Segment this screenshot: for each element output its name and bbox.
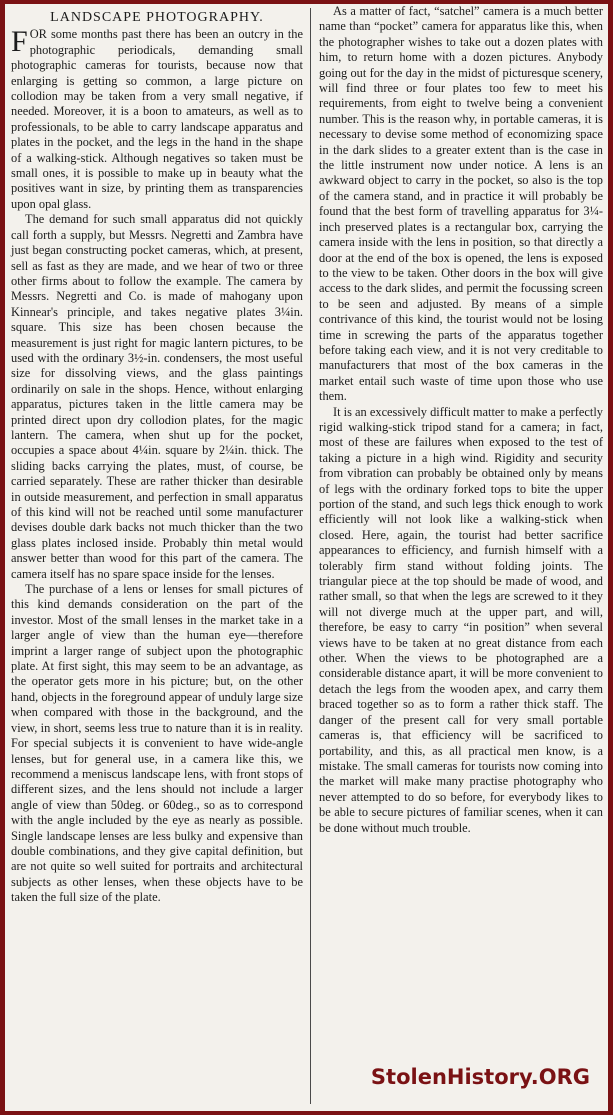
paragraph-satchel: As a matter of fact, “satchel” camera is a much better name than “pocket” camera for apparatus like this, when the photographer wishes to take out a dozen plates with him, to return home with a dozen pictures. Anybody going out for the day in the midst of picturesque scenery, will find three or four plates too few to meet his requirements, from eight to twelve being a convenient number. This is the reason why, in portable cameras, it is necessary to devise some method of economizing space in the dark slides to a greater extent than is the case in the little instrument now under notice. A lens is an awkward object to carry in the pocket, so also is the top of the camera stand, and in practice it will probably be found that the best form of travelling apparatus for 3¼-inch preserved plates is a rectangular box, carrying the camera inside with the lens in position, so that directly a door at the end of the box is opened, the lens is exposed to the view to be taken. Other doors in the box will give access to the dark slides, and permit the focussing screen to be seen and adjusted. By means of a simple contrivance of this kind, the tourist would not be losing time in screwing the parts of the apparatus together before taking each view, and it is not very creditable to manufacturers that most of the box cameras in the market entail such waste of time upon those who use them. bbox=[319, 4, 603, 404]
column-divider bbox=[310, 8, 311, 1104]
left-column bbox=[11, 4, 303, 1111]
paragraph-lenses: The purchase of a lens or lenses for small pictures of this kind demands consideration on the part of the investor. Most of the small lenses in the market take in a larger angle of view than the human eye—therefore imprint a larger range of subject upon the photographic plate. At first sight, this may seem to be an advantage, as the operator gets more in his picture; but, on the other hand, objects in the foreground appear of unduly large size when compared with those in the background, and the view, in short, seems less true to nature than it is in reality. For special subjects it is convenient to have wide-angle lenses, but for general use, in a camera like this, we recommend a meniscus landscape lens, with front stops of different sizes, and the lens should not include a larger angle of view than 50deg. or 60deg., so as to correspond with the angle included by the eye as nearly as possible. Single landscape lenses are less bulky and expensive than double combinations, and they give capital definition, but are not quite so well suited for portraits and architectural subjects as other lenses, when these objects have to be taken the full size of the plate. bbox=[11, 582, 303, 905]
watermark-logo: StolenHistory.ORG bbox=[367, 1063, 594, 1091]
paragraph-tripod: It is an excessively difficult matter to make a perfectly rigid walking-stick tripod stand for a camera; in fact, most of these are failures when exposed to the test of taking a picture in a high wind. Rigidity and security from vibration can probably be obtained only by means of legs with the ordinary forked tops to bite the upper portion of the stand, and such legs thick enough to work efficiently will not look like a walking-stick when closed. Here, again, the tourist had better sacrifice appearances to efficiency, and furnish himself with a tolerably firm stand without folding joints. The triangular piece at the top should be made of wood, and rather small, so that when the legs are screwed to it they will not diverge much at the upper part, and will, therefore, be easy to carry “in position” when several views have to be taken at no great distance from each other. When the views to be photographed are a considerable distance apart, it will be more convenient to detach the legs from the wooden apex, and carry them braced together so as to form a rather thick staff. The danger of the present call for very small portable cameras is, that efficiency will be sacrificed to portability, and this, as all practical men know, is a mistake. The small cameras for tourists now coming into the market will make many practise photography who never attempted to do so before, for everybody likes to be able to secure pictures of familiar scenes, when it can be done without much trouble. bbox=[319, 404, 603, 835]
newspaper-clipping bbox=[5, 4, 608, 1111]
article-title: LANDSCAPE PHOTOGRAPHY. bbox=[50, 10, 264, 25]
right-column bbox=[319, 4, 603, 1111]
paragraph-demand: The demand for such small apparatus did not quickly call forth a supply, but Messrs. Negretti and Zambra have just began constructing pocket cameras, which, at present, sell as fast as they are made, and we hear of two or three other firms about to follow the example. The camera by Messrs. Negretti and Co. is made of mahogany upon Kinnear's principle, and takes negative plates 3¼in. square. This size has been chosen because the measurement is just right for magic lantern pictures, to be used with the ordinary 3½-in. condensers, the most useful size for dissolving views, and the glass paintings ordinarily on sale in the shops. Hence, without enlarging apparatus, pictures taken in the little camera may be printed direct upon dry collodion plates, for the magic lantern. The camera, when shut up for the pocket, occupies a space about 4¼in. square by 2¼in. thick. The sliding backs carrying the plates, must, of course, be carried separately. These are rather thicker than desirable in outside measurement, and perfection in small apparatus of this kind will not be reached until some manufacturer devises double dark backs not much thicker than the two glass plates inclosed inside. Probably thin metal would answer better than wood for this part of the camera. The camera itself has no spare space inside for the lenses. bbox=[11, 212, 303, 581]
paragraph-intro: FOR some months past there has been an outcry in the photographic periodicals, demanding small photographic cameras for tourists, because now that enlarging is getting so common, a large picture on collodion may be taken from a very small negative, if needed. Moreover, it is a boon to amateurs, as well as to professionals, to be able to carry landscape apparatus and plates in the pocket, and the legs in the hand in the shape of a walking-stick. Although negatives so taken must be small ones, it is possible to make up in beauty what the positives want in size, by printing them as transparencies upon opal glass. bbox=[11, 25, 303, 211]
